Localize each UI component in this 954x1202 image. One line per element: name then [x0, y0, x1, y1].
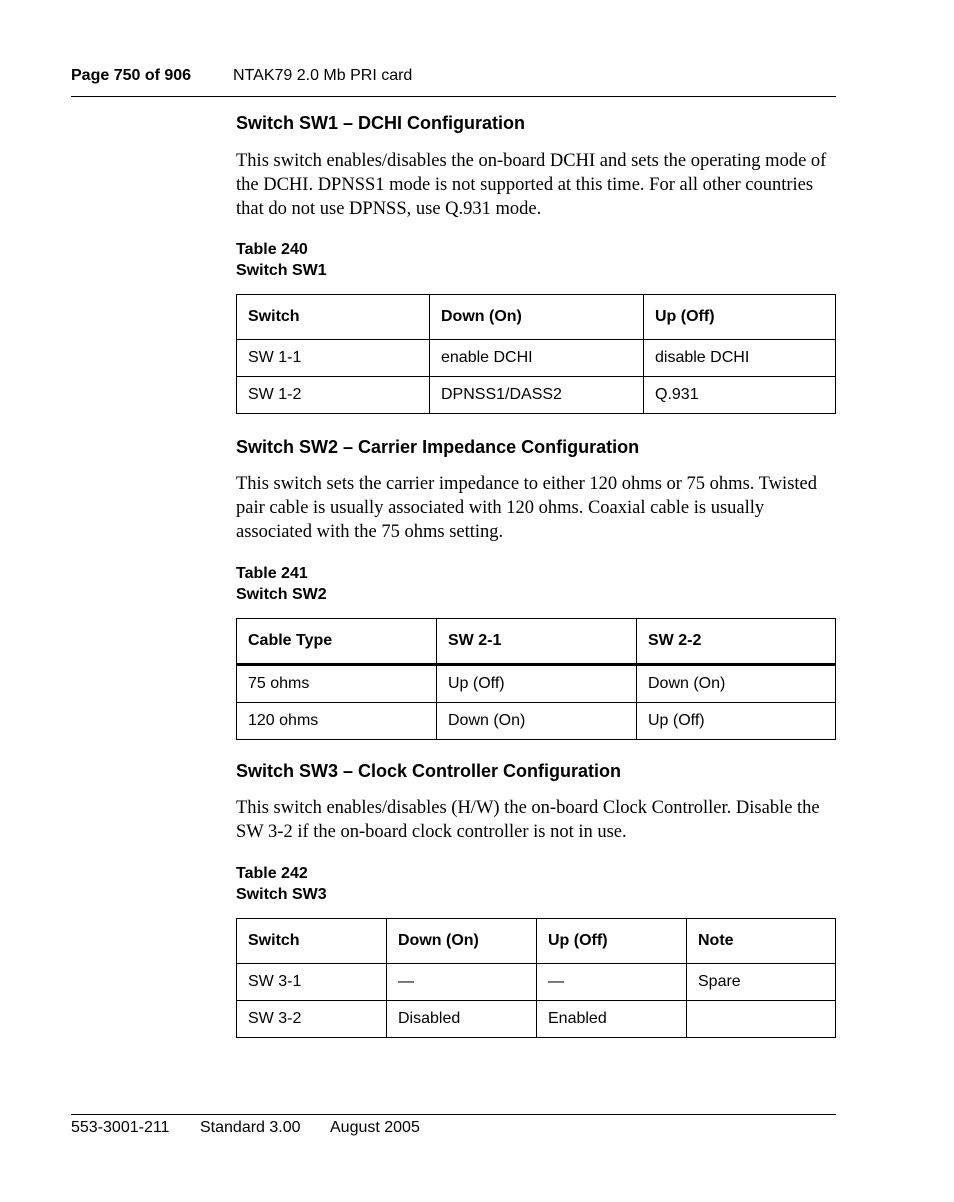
table-title: Switch SW3: [236, 886, 327, 903]
table-cell: Down (On): [437, 703, 637, 740]
table-cell: Down (On): [637, 665, 836, 703]
column-header: Switch: [237, 919, 387, 964]
column-header: Down (On): [430, 295, 644, 340]
document-date: August 2005: [330, 1119, 420, 1136]
section-heading-sw3: Switch SW3 – Clock Controller Configuration: [236, 761, 622, 781]
section-paragraph-sw2: This switch sets the carrier impedance to either 120 ohms or 75 ohms. Twisted pair cable is usually associated with 120 ohms. Coaxial cable is usually associated with the 75 ohms setting.: [236, 474, 817, 542]
table-cell: Q.931: [644, 377, 836, 414]
table-number: Table 240: [236, 241, 308, 258]
table-cell: disable DCHI: [644, 340, 836, 377]
page-header: [71, 66, 836, 97]
column-header: Switch: [237, 295, 430, 340]
page-number: Page 750 of 906: [71, 67, 192, 84]
table-cell: enable DCHI: [430, 340, 644, 377]
column-header: Down (On): [387, 919, 537, 964]
table-row: [237, 703, 836, 740]
page-footer: [71, 1114, 836, 1136]
table-row: [237, 964, 836, 1001]
table-cell: [687, 1001, 836, 1038]
section-paragraph-sw3: This switch enables/disables (H/W) the on-board Clock Controller. Disable the SW 3-2 if the on-board clock controller is not in use.: [236, 798, 820, 842]
table-switch-sw2: [236, 618, 836, 740]
column-header: Up (Off): [644, 295, 836, 340]
table-cell: Up (Off): [437, 665, 637, 703]
column-header: SW 2-2: [637, 619, 836, 665]
table-cell: DPNSS1/DASS2: [430, 377, 644, 414]
document-number: 553-3001-211: [71, 1119, 170, 1136]
table-number: Table 242: [236, 865, 308, 882]
table-cell: Up (Off): [637, 703, 836, 740]
table-switch-sw1: [236, 294, 836, 414]
table-row: [237, 665, 836, 703]
document-standard: Standard 3.00: [200, 1119, 301, 1136]
column-header: Note: [687, 919, 836, 964]
table-row: [237, 340, 836, 377]
section-heading-sw1: Switch SW1 – DCHI Configuration: [236, 113, 526, 133]
table-cell: 120 ohms: [237, 703, 437, 740]
table-cell: —: [537, 964, 687, 1001]
table-cell: SW 3-2: [237, 1001, 387, 1038]
table-cell: SW 1-1: [237, 340, 430, 377]
table-caption-241: [236, 563, 327, 605]
table-cell: 75 ohms: [237, 665, 437, 703]
table-cell: —: [387, 964, 537, 1001]
table-cell: SW 1-2: [237, 377, 430, 414]
table-caption-240: [236, 239, 327, 281]
table-cell: SW 3-1: [237, 964, 387, 1001]
table-cell: Disabled: [387, 1001, 537, 1038]
table-caption-242: [236, 863, 327, 905]
column-header: SW 2-1: [437, 619, 637, 665]
table-row: [237, 377, 836, 414]
table-cell: Spare: [687, 964, 836, 1001]
table-number: Table 241: [236, 565, 308, 582]
column-header: Cable Type: [237, 619, 437, 665]
column-header: Up (Off): [537, 919, 687, 964]
table-cell: Enabled: [537, 1001, 687, 1038]
document-title: NTAK79 2.0 Mb PRI card: [233, 67, 413, 84]
section-heading-sw2: Switch SW2 – Carrier Impedance Configuration: [236, 437, 640, 457]
table-switch-sw3: [236, 918, 836, 1038]
section-paragraph-sw1: This switch enables/disables the on-board DCHI and sets the operating mode of the DCHI. DPNSS1 mode is not supported at this time. For all other countries that do not use DPNSS, use Q.931 mode.: [236, 151, 827, 219]
table-row: [237, 1001, 836, 1038]
table-title: Switch SW2: [236, 586, 327, 603]
table-title: Switch SW1: [236, 262, 327, 279]
